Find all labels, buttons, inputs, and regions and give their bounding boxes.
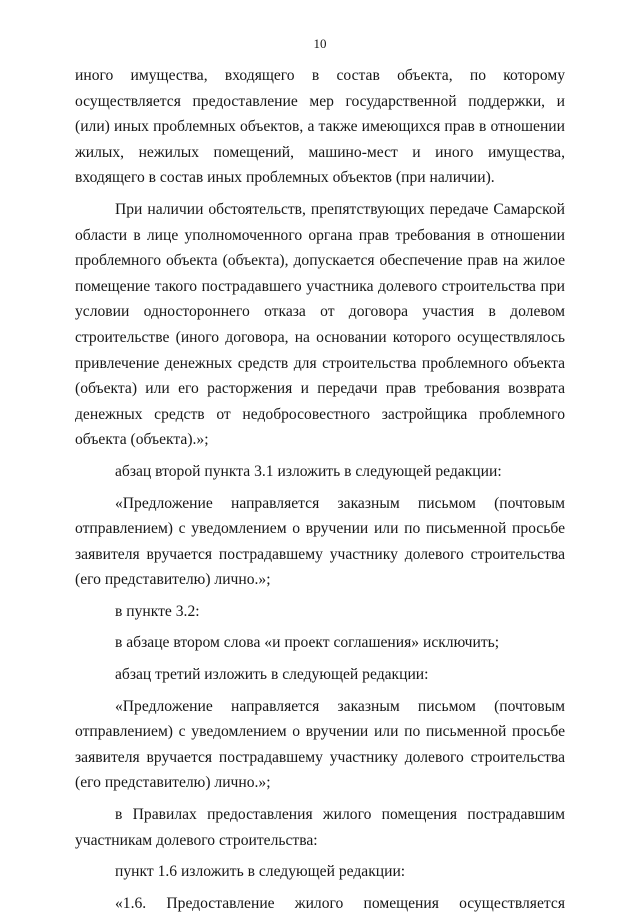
paragraph: пункт 1.6 изложить в следующей редакции: (115, 863, 406, 881)
paragraph: «Предложение направляется заказным письмом (почтовым отправлением) с уведомлением о вручении или по письменной просьбе заявителя вручается пострадавшему участнику долевого строительства (его представителю) лично.»; (75, 494, 565, 589)
paragraph: абзац третий изложить в следующей редакции: (115, 666, 429, 684)
paragraph: абзац второй пункта 3.1 изложить в следующей редакции: (115, 462, 502, 480)
paragraph: «Предложение направляется заказным письмом (почтовым отправлением) с уведомлением о вручении или по письменной просьбе заявителя вручается пострадавшему участнику долевого строительства (его представителю) лично.»; (75, 697, 565, 792)
paragraph: в пункте 3.2: (115, 602, 200, 620)
paragraph: в Правилах предоставления жилого помещения пострадавшим участникам долевого строительства: (75, 806, 565, 849)
document-body (75, 63, 565, 916)
paragraph: в абзаце втором слова «и проект соглашения» исключить; (115, 634, 500, 652)
paragraph: При наличии обстоятельств, препятствующих передаче Самарской области в лице уполномоченного органа прав требования в отношении проблемного объекта (объекта), допускается обеспечение прав на жилое помещение такого пострадавшего участника долевого строительства при условии одностороннего отказа от договора участия в долевом строительстве (иного договора, на основании которого осуществлялось привлечение денежных средств для строительства проблемного объекта (объекта) или его расторжения и передачи прав требования возврата денежных средств от недобросовестного застройщика проблемного объекта (объекта).»; (75, 200, 565, 449)
paragraph: «1.6. Предоставление жилого помещения осуществляется (115, 894, 565, 912)
page-number: 10 (313, 36, 327, 51)
paragraph: иного имущества, входящего в состав объекта, по которому осуществляется предоставление мер государственной поддержки, и (или) иных проблемных объектов, а также имеющихся прав в отношении жилых, нежилых помещений, машино-мест и иного имущества, входящего в состав иных проблемных объектов (при наличии). (75, 67, 565, 187)
